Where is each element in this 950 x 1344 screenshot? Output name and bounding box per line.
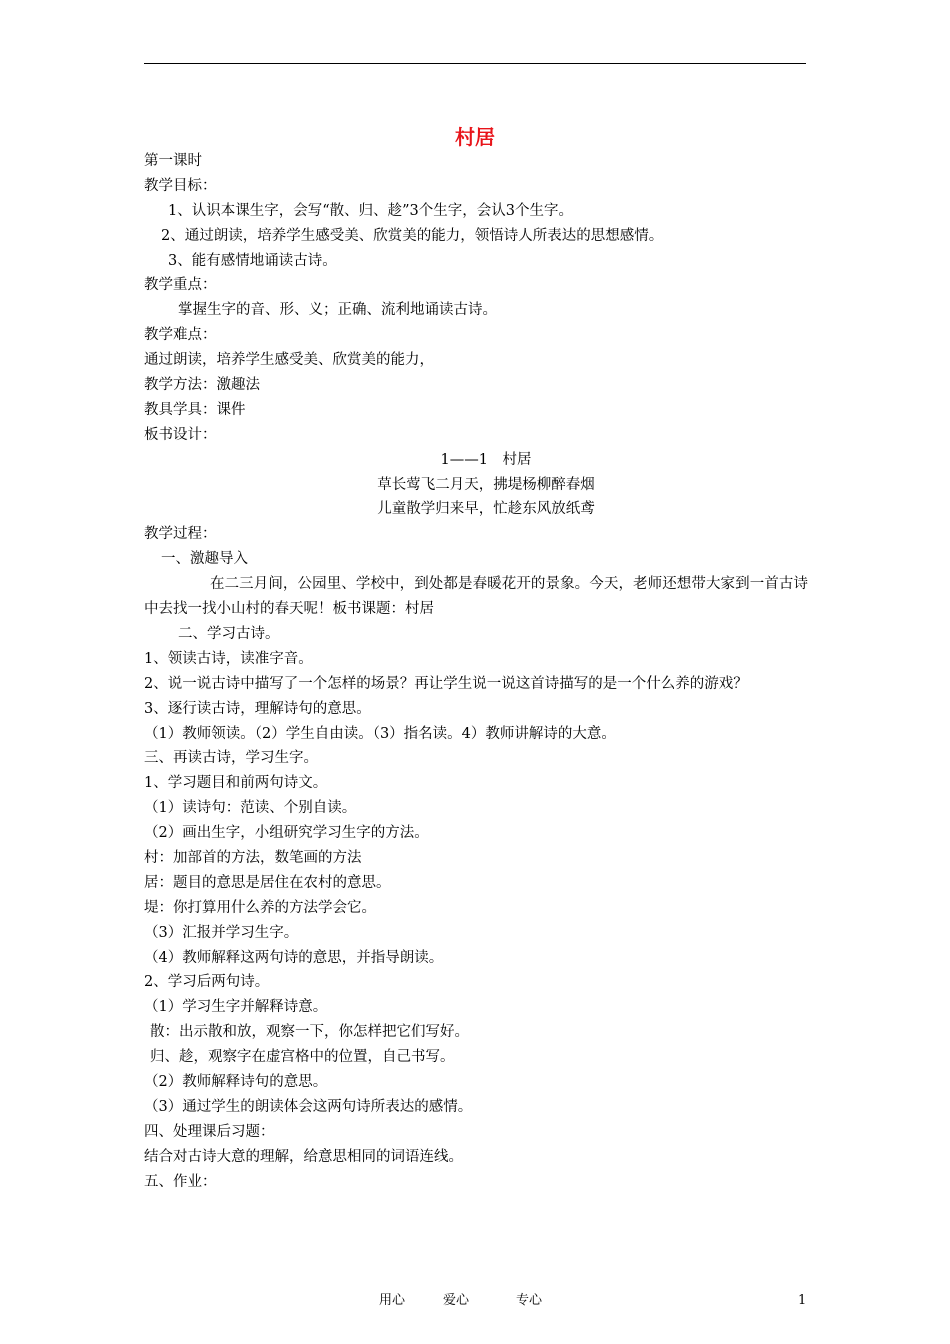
key-text: 掌握生字的音、形、义；正确、流利地诵读古诗。: [178, 302, 497, 319]
footer-word: 用心: [379, 1293, 406, 1308]
process-item: （1）学习生字并解释诗意。: [144, 999, 328, 1016]
section-heading: 五、作业：: [144, 1173, 217, 1190]
section-heading: 二、学习古诗。: [178, 625, 280, 642]
process-item: （1）教师领读。（2）学生自由读。（3）指名读。4）教师讲解诗的大意。: [144, 725, 616, 742]
footer-word: 专心: [516, 1293, 543, 1308]
goal-item: 2、通过朗读，培养学生感受美、欣赏美的能力，领悟诗人所表达的思想感情。: [161, 227, 664, 244]
tools-text: 教具学具：课件: [144, 401, 246, 418]
process-item: 2、说一说古诗中描写了一个怎样的场景？再让学生说一说这首诗描写的是一个什么养的游戏？: [144, 675, 748, 692]
document-title: 村居: [455, 125, 495, 149]
process-item: 1、学习题目和前两句诗文。: [144, 775, 328, 792]
process-item: 2、学习后两句诗。: [144, 974, 270, 991]
goal-item: 3、能有感情地诵读古诗。: [168, 252, 337, 269]
process-item: （2）画出生字，小组研究学习生字的方法。: [144, 825, 429, 842]
process-item: （1）读诗句：范读、个别自读。: [144, 800, 357, 817]
process-item: （3）汇报并学习生字。: [144, 924, 299, 941]
poem-line: 儿童散学归来早，忙趁东风放纸鸢: [377, 501, 595, 518]
header-rule: [144, 63, 806, 64]
board-heading: 板书设计：: [144, 426, 217, 443]
process-heading: 教学过程：: [144, 526, 217, 543]
process-item: （3）通过学生的朗读体会这两句诗所表达的感情。: [144, 1098, 473, 1115]
process-item: 堤：你打算用什么养的方法学会它。: [144, 899, 376, 916]
process-item: 3、逐行读古诗，理解诗句的意思。: [144, 700, 371, 717]
process-item: 结合对古诗大意的理解，给意思相同的词语连线。: [144, 1148, 463, 1165]
page-number: 1: [798, 1293, 807, 1308]
difficulty-heading: 教学难点：: [144, 327, 217, 344]
board-title: 1——1 村居: [440, 451, 532, 468]
goal-item: 1、认识本课生字，会写“散、归、趁”3个生字，会认3个生字。: [168, 202, 573, 219]
process-item: 村：加部首的方法，数笔画的方法: [144, 849, 362, 866]
process-item: 居：题目的意思是居住在农村的意思。: [144, 874, 391, 891]
intro-paragraph: 在二三月间，公园里、学校中，到处都是春暖花开的景象。今天，老师还想带大家到一首古诗中去找一找小山村的春天呢！板书课题：村居: [144, 576, 808, 618]
section-heading: 三、再读古诗，学习生字。: [144, 750, 318, 767]
process-item: （4）教师解释这两句诗的意思，并指导朗读。: [144, 949, 444, 966]
process-item: 归、趁，观察字在虚宫格中的位置，自己书写。: [150, 1049, 455, 1066]
process-item: （2）教师解释诗句的意思。: [144, 1074, 328, 1090]
lesson-label: 第一课时: [144, 153, 202, 169]
key-heading: 教学重点：: [144, 277, 217, 294]
difficulty-text: 通过朗读，培养学生感受美、欣赏美的能力，: [144, 352, 434, 369]
document-body: [144, 149, 808, 1194]
poem-line: 草长莺飞二月天，拂堤杨柳醉春烟: [377, 476, 595, 493]
process-item: 1、领读古诗，读准字音。: [144, 650, 313, 667]
section-heading: 四、处理课后习题：: [144, 1123, 275, 1140]
section-heading: 一、激趣导入: [161, 551, 248, 568]
goals-heading: 教学目标：: [144, 177, 217, 194]
footer-word: 爱心: [443, 1293, 470, 1308]
method-text: 教学方法：激趣法: [144, 377, 260, 394]
process-item: 散：出示散和放，观察一下，你怎样把它们写好。: [150, 1024, 469, 1041]
